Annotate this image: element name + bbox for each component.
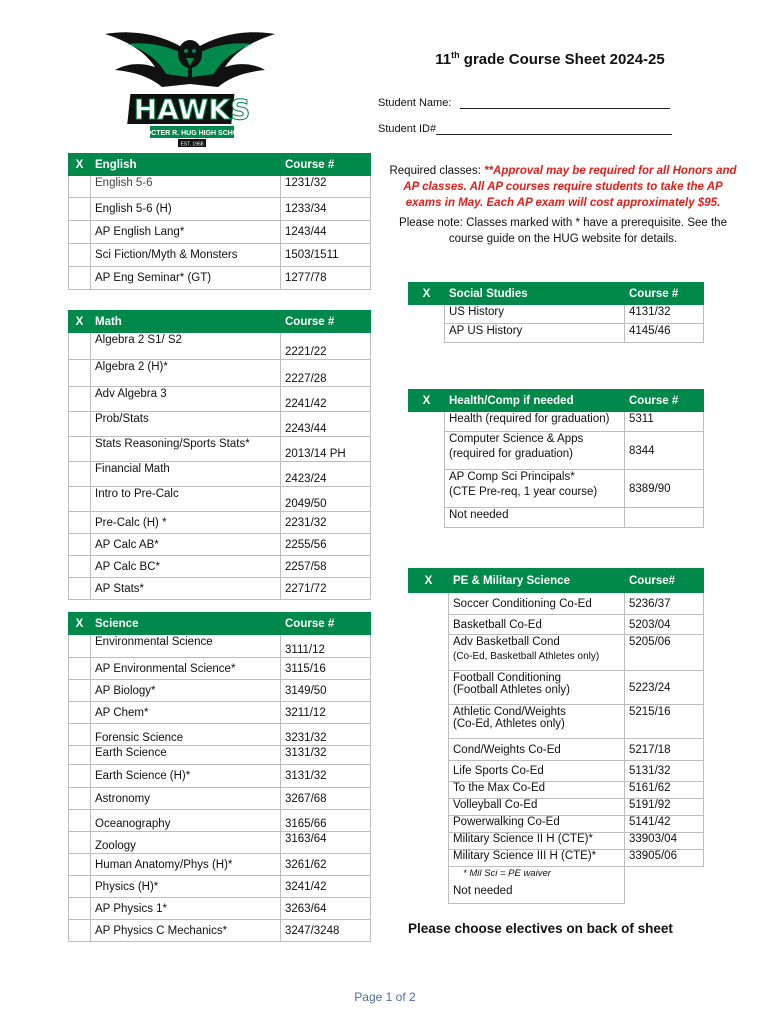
table-row[interactable]: [69, 832, 371, 854]
course-code: 5223/24: [625, 671, 704, 705]
table-row[interactable]: [69, 267, 371, 290]
course-code: 2049/50: [281, 487, 371, 512]
table-row[interactable]: [69, 746, 371, 765]
course-code: 5236/37: [625, 593, 704, 615]
table-row[interactable]: [69, 333, 371, 360]
table-row[interactable]: [409, 761, 704, 782]
table-row[interactable]: [409, 850, 704, 867]
course-name: Pre-Calc (H) *: [91, 512, 281, 534]
course-code: 4145/46: [625, 324, 704, 343]
course-name: Algebra 2 S1/ S2: [91, 333, 281, 360]
course-name-line2: (Co-Ed, Basketball Athletes only): [453, 651, 600, 662]
checkbox-cell[interactable]: [69, 920, 91, 942]
course-name: US History: [445, 305, 625, 324]
social-studies-table: [408, 282, 704, 343]
course-code: 3267/68: [281, 788, 371, 810]
course-code: 2221/22: [281, 333, 371, 360]
course-code: 2227/28: [281, 360, 371, 387]
checkbox-cell[interactable]: [69, 462, 91, 487]
course-name: Life Sports Co-Ed: [449, 761, 625, 782]
checkbox-cell[interactable]: [69, 412, 91, 437]
course-name: Cond/Weights Co-Ed: [449, 739, 625, 761]
course-name: AP Stats*: [91, 578, 281, 600]
course-name-line1: Football Conditioning: [453, 672, 562, 684]
table-row[interactable]: [69, 198, 371, 221]
table-row[interactable]: [69, 810, 371, 832]
course-code: 2423/24: [281, 462, 371, 487]
course-name: Not needed: [445, 508, 625, 528]
course-code: 3263/64: [281, 898, 371, 920]
course-code: 2257/58: [281, 556, 371, 578]
table-row[interactable]: [409, 635, 704, 671]
course-code: [625, 508, 704, 528]
course-code: 5141/42: [625, 816, 704, 833]
health-header: [409, 390, 704, 412]
logo-school-name: PROCTER R. HUG HIGH SCHOOL: [135, 130, 249, 137]
pe-military-table: [408, 568, 704, 904]
course-code: 5131/32: [625, 761, 704, 782]
course-name: Basketball Co-Ed: [449, 615, 625, 635]
checkbox-cell[interactable]: [69, 680, 91, 702]
student-name-line[interactable]: [460, 108, 670, 109]
course-code: 8344: [625, 432, 704, 470]
table-row[interactable]: [69, 788, 371, 810]
course-code: 1243/44: [281, 221, 371, 244]
course-name: Physics (H)*: [91, 876, 281, 898]
english-header: [69, 154, 371, 176]
science-table: [68, 612, 371, 942]
table-row[interactable]: [409, 593, 704, 615]
course-name: [449, 671, 625, 705]
checkbox-cell[interactable]: [69, 876, 91, 898]
course-name: Prob/Stats: [91, 412, 281, 437]
table-row[interactable]: [409, 671, 704, 705]
course-code: 3131/32: [281, 746, 371, 765]
course-name: AP Calc AB*: [91, 534, 281, 556]
checkbox-cell[interactable]: [69, 333, 91, 360]
course-code: 2243/44: [281, 412, 371, 437]
student-id-field[interactable]: [378, 123, 672, 135]
english-title: English: [91, 154, 281, 176]
checkbox-cell[interactable]: [69, 832, 91, 854]
course-name: Human Anatomy/Phys (H)*: [91, 854, 281, 876]
pe-header: [409, 569, 704, 593]
course-code: 3231/32: [281, 724, 371, 746]
math-title: Math: [91, 311, 281, 333]
checkbox-cell[interactable]: [69, 810, 91, 832]
table-row[interactable]: [409, 799, 704, 816]
table-row[interactable]: [409, 470, 704, 508]
table-row[interactable]: [409, 508, 704, 528]
course-name: Oceanography: [91, 810, 281, 832]
math-x: X: [69, 311, 91, 333]
course-code: 3247/3248: [281, 920, 371, 942]
title-text: grade Course Sheet 2024-25: [459, 51, 665, 68]
table-row[interactable]: [69, 702, 371, 724]
required-note: [388, 163, 738, 247]
course-name: AP Physics 1*: [91, 898, 281, 920]
math-course-hdr: Course #: [281, 311, 371, 333]
course-code: 2231/32: [281, 512, 371, 534]
course-code: 3165/66: [281, 810, 371, 832]
science-x: X: [69, 613, 91, 635]
course-name: Earth Science: [91, 746, 281, 765]
pe-x: X: [409, 569, 449, 593]
table-row[interactable]: [69, 176, 371, 198]
checkbox-cell[interactable]: [69, 658, 91, 680]
student-id-line[interactable]: [436, 134, 672, 135]
empty-cell: [625, 884, 704, 904]
grade-suffix: th: [451, 50, 460, 60]
checkbox-cell[interactable]: [69, 267, 91, 290]
course-code: 3131/32: [281, 765, 371, 788]
course-name: English 5-6: [91, 176, 281, 198]
course-code: 2241/42: [281, 387, 371, 412]
table-row[interactable]: [69, 487, 371, 512]
table-row[interactable]: [69, 437, 371, 462]
table-row[interactable]: [409, 816, 704, 833]
course-name: English 5-6 (H): [91, 198, 281, 221]
course-name: Health (required for graduation): [445, 412, 625, 432]
checkbox-cell[interactable]: [69, 635, 91, 658]
mil-sci-note: * Mil Sci = PE waiver: [449, 867, 625, 884]
table-row[interactable]: [69, 854, 371, 876]
course-name-line1: Athletic Cond/Weights: [453, 706, 566, 718]
course-code: 5203/04: [625, 615, 704, 635]
course-code: 1231/32: [281, 176, 371, 198]
english-x: X: [69, 154, 91, 176]
table-row[interactable]: [69, 221, 371, 244]
table-row[interactable]: [69, 244, 371, 267]
course-code: 3111/12: [281, 635, 371, 658]
table-row[interactable]: [409, 432, 704, 470]
course-code: 3211/12: [281, 702, 371, 724]
course-code: 2271/72: [281, 578, 371, 600]
course-name: Sci Fiction/Myth & Monsters: [91, 244, 281, 267]
course-name: To the Max Co-Ed: [449, 782, 625, 799]
course-name-line2: (required for graduation): [449, 448, 574, 460]
course-name-line1: AP Comp Sci Principals*: [449, 471, 575, 483]
checkbox-cell[interactable]: [69, 765, 91, 788]
logo-wordmark: HAWKS: [133, 93, 251, 126]
table-row[interactable]: [409, 833, 704, 850]
course-name-line1: Computer Science & Apps: [449, 433, 584, 445]
checkbox-cell[interactable]: [69, 244, 91, 267]
course-name: Environmental Science: [91, 635, 281, 658]
health-table: [408, 389, 704, 528]
please-note: Please note: Classes marked with * have a prerequisite. See the course guide on the HUG website for details.: [399, 217, 727, 245]
checkbox-cell[interactable]: [69, 176, 91, 198]
course-name: [445, 470, 625, 508]
student-id-label: Student ID#: [378, 123, 437, 135]
course-name-line2: (CTE Pre-req, 1 year course): [449, 486, 598, 498]
checkbox-cell[interactable]: [69, 746, 91, 765]
checkbox-cell[interactable]: [69, 854, 91, 876]
social-title: Social Studies: [445, 283, 625, 305]
course-name: [449, 705, 625, 739]
checkbox-cell[interactable]: [69, 556, 91, 578]
checkbox-cell[interactable]: [69, 487, 91, 512]
course-name: Intro to Pre-Calc: [91, 487, 281, 512]
table-row[interactable]: [69, 512, 371, 534]
course-name: Stats Reasoning/Sports Stats*: [91, 437, 281, 462]
course-name-line2: (Football Athletes only): [453, 684, 570, 696]
course-name: AP Biology*: [91, 680, 281, 702]
course-code: 5191/92: [625, 799, 704, 816]
course-name: Soccer Conditioning Co-Ed: [449, 593, 625, 615]
hawks-logo: [100, 22, 280, 152]
empty-cell: [625, 867, 704, 884]
pe-course-hdr: Course#: [625, 569, 704, 593]
health-course-hdr: Course #: [625, 390, 704, 412]
course-name-line1: Adv Basketball Cond: [453, 636, 560, 648]
course-name: Powerwalking Co-Ed: [449, 816, 625, 833]
course-name: AP US History: [445, 324, 625, 343]
table-row[interactable]: [69, 556, 371, 578]
checkbox-cell[interactable]: [69, 437, 91, 462]
checkbox-cell[interactable]: [409, 593, 449, 904]
course-name: AP Chem*: [91, 702, 281, 724]
course-name: AP Physics C Mechanics*: [91, 920, 281, 942]
checkbox-cell[interactable]: [69, 578, 91, 600]
table-row[interactable]: [69, 387, 371, 412]
social-course-hdr: Course #: [625, 283, 704, 305]
course-name: Financial Math: [91, 462, 281, 487]
english-course-hdr: Course #: [281, 154, 371, 176]
table-row[interactable]: [69, 680, 371, 702]
course-name: AP Eng Seminar* (GT): [91, 267, 281, 290]
course-name: [449, 635, 625, 671]
health-x: X: [409, 390, 445, 412]
social-studies-header: [409, 283, 704, 305]
checkbox-cell[interactable]: [69, 898, 91, 920]
health-title: Health/Comp if needed: [445, 390, 625, 412]
english-table: [68, 153, 371, 290]
checkbox-cell[interactable]: [409, 305, 445, 343]
checkbox-cell[interactable]: [69, 360, 91, 387]
course-code: 33903/04: [625, 833, 704, 850]
checkbox-cell[interactable]: [69, 534, 91, 556]
course-code: 5161/62: [625, 782, 704, 799]
table-row[interactable]: [69, 765, 371, 788]
course-code: 3163/64: [281, 832, 371, 854]
checkbox-cell[interactable]: [69, 221, 91, 244]
course-code: 5215/16: [625, 705, 704, 739]
page-number: Page 1 of 2: [354, 990, 416, 1004]
course-name: AP Environmental Science*: [91, 658, 281, 680]
science-course-hdr: Course #: [281, 613, 371, 635]
table-row[interactable]: [409, 324, 704, 343]
course-code: 3261/62: [281, 854, 371, 876]
course-name: Volleyball Co-Ed: [449, 799, 625, 816]
course-name: AP Calc BC*: [91, 556, 281, 578]
table-row[interactable]: [69, 578, 371, 600]
math-table: [68, 310, 371, 600]
checkbox-cell[interactable]: [409, 412, 445, 528]
course-code: 8389/90: [625, 470, 704, 508]
course-name: Adv Algebra 3: [91, 387, 281, 412]
course-name: [445, 432, 625, 470]
course-name: Astronomy: [91, 788, 281, 810]
table-row[interactable]: [69, 412, 371, 437]
grade-number: 11: [435, 51, 452, 68]
course-name: Military Science III H (CTE)*: [449, 850, 625, 867]
student-name-label: Student Name:: [378, 97, 452, 109]
table-row: [409, 867, 704, 884]
table-row[interactable]: [409, 705, 704, 739]
course-code: 1503/1511: [281, 244, 371, 267]
course-code: 3149/50: [281, 680, 371, 702]
approval-text: **Approval may be required for all Honors and AP classes. All AP courses require students to take the AP exams in May. Each AP exam will cost approximately $95.: [403, 165, 737, 209]
table-row[interactable]: [409, 739, 704, 761]
math-header: [69, 311, 371, 333]
course-code: 1233/34: [281, 198, 371, 221]
table-row[interactable]: [69, 462, 371, 487]
pe-title: PE & Military Science: [449, 569, 625, 593]
course-name: Forensic Science: [91, 724, 281, 746]
checkbox-cell[interactable]: [69, 702, 91, 724]
checkbox-cell[interactable]: [69, 788, 91, 810]
course-name: Earth Science (H)*: [91, 765, 281, 788]
course-code: 33905/06: [625, 850, 704, 867]
table-row[interactable]: [69, 360, 371, 387]
course-code: 5205/06: [625, 635, 704, 671]
student-name-field[interactable]: [378, 97, 670, 109]
course-code: 3241/42: [281, 876, 371, 898]
social-x: X: [409, 283, 445, 305]
table-row[interactable]: [69, 635, 371, 658]
checkbox-cell[interactable]: [69, 198, 91, 221]
course-code: 1277/78: [281, 267, 371, 290]
science-title: Science: [91, 613, 281, 635]
table-row[interactable]: [69, 876, 371, 898]
table-row[interactable]: [409, 615, 704, 635]
course-code: 2013/14 PH: [281, 437, 371, 462]
course-name-line2: (Co-Ed, Athletes only): [453, 718, 565, 730]
course-name: Military Science II H (CTE)*: [449, 833, 625, 850]
table-row[interactable]: [409, 782, 704, 799]
table-row[interactable]: [409, 412, 704, 432]
course-name: AP English Lang*: [91, 221, 281, 244]
page-title: [370, 50, 730, 68]
table-row[interactable]: [409, 884, 704, 904]
course-code: 5311: [625, 412, 704, 432]
course-code: 2255/56: [281, 534, 371, 556]
course-code: 4131/32: [625, 305, 704, 324]
required-label: Required classes:: [389, 165, 481, 177]
table-row[interactable]: [69, 724, 371, 746]
course-code: 3115/16: [281, 658, 371, 680]
table-row[interactable]: [69, 534, 371, 556]
table-row[interactable]: [69, 920, 371, 942]
table-row[interactable]: [409, 305, 704, 324]
course-code: 5217/18: [625, 739, 704, 761]
checkbox-cell[interactable]: [69, 387, 91, 412]
electives-message: Please choose electives on back of sheet: [408, 921, 673, 936]
checkbox-cell[interactable]: [69, 512, 91, 534]
checkbox-cell[interactable]: [69, 724, 91, 746]
course-name: Zoology: [91, 832, 281, 854]
logo-established: EST. 1968: [180, 141, 204, 148]
table-row[interactable]: [69, 898, 371, 920]
science-header: [69, 613, 371, 635]
table-row[interactable]: [69, 658, 371, 680]
course-name: Algebra 2 (H)*: [91, 360, 281, 387]
course-name: Not needed: [449, 884, 625, 904]
